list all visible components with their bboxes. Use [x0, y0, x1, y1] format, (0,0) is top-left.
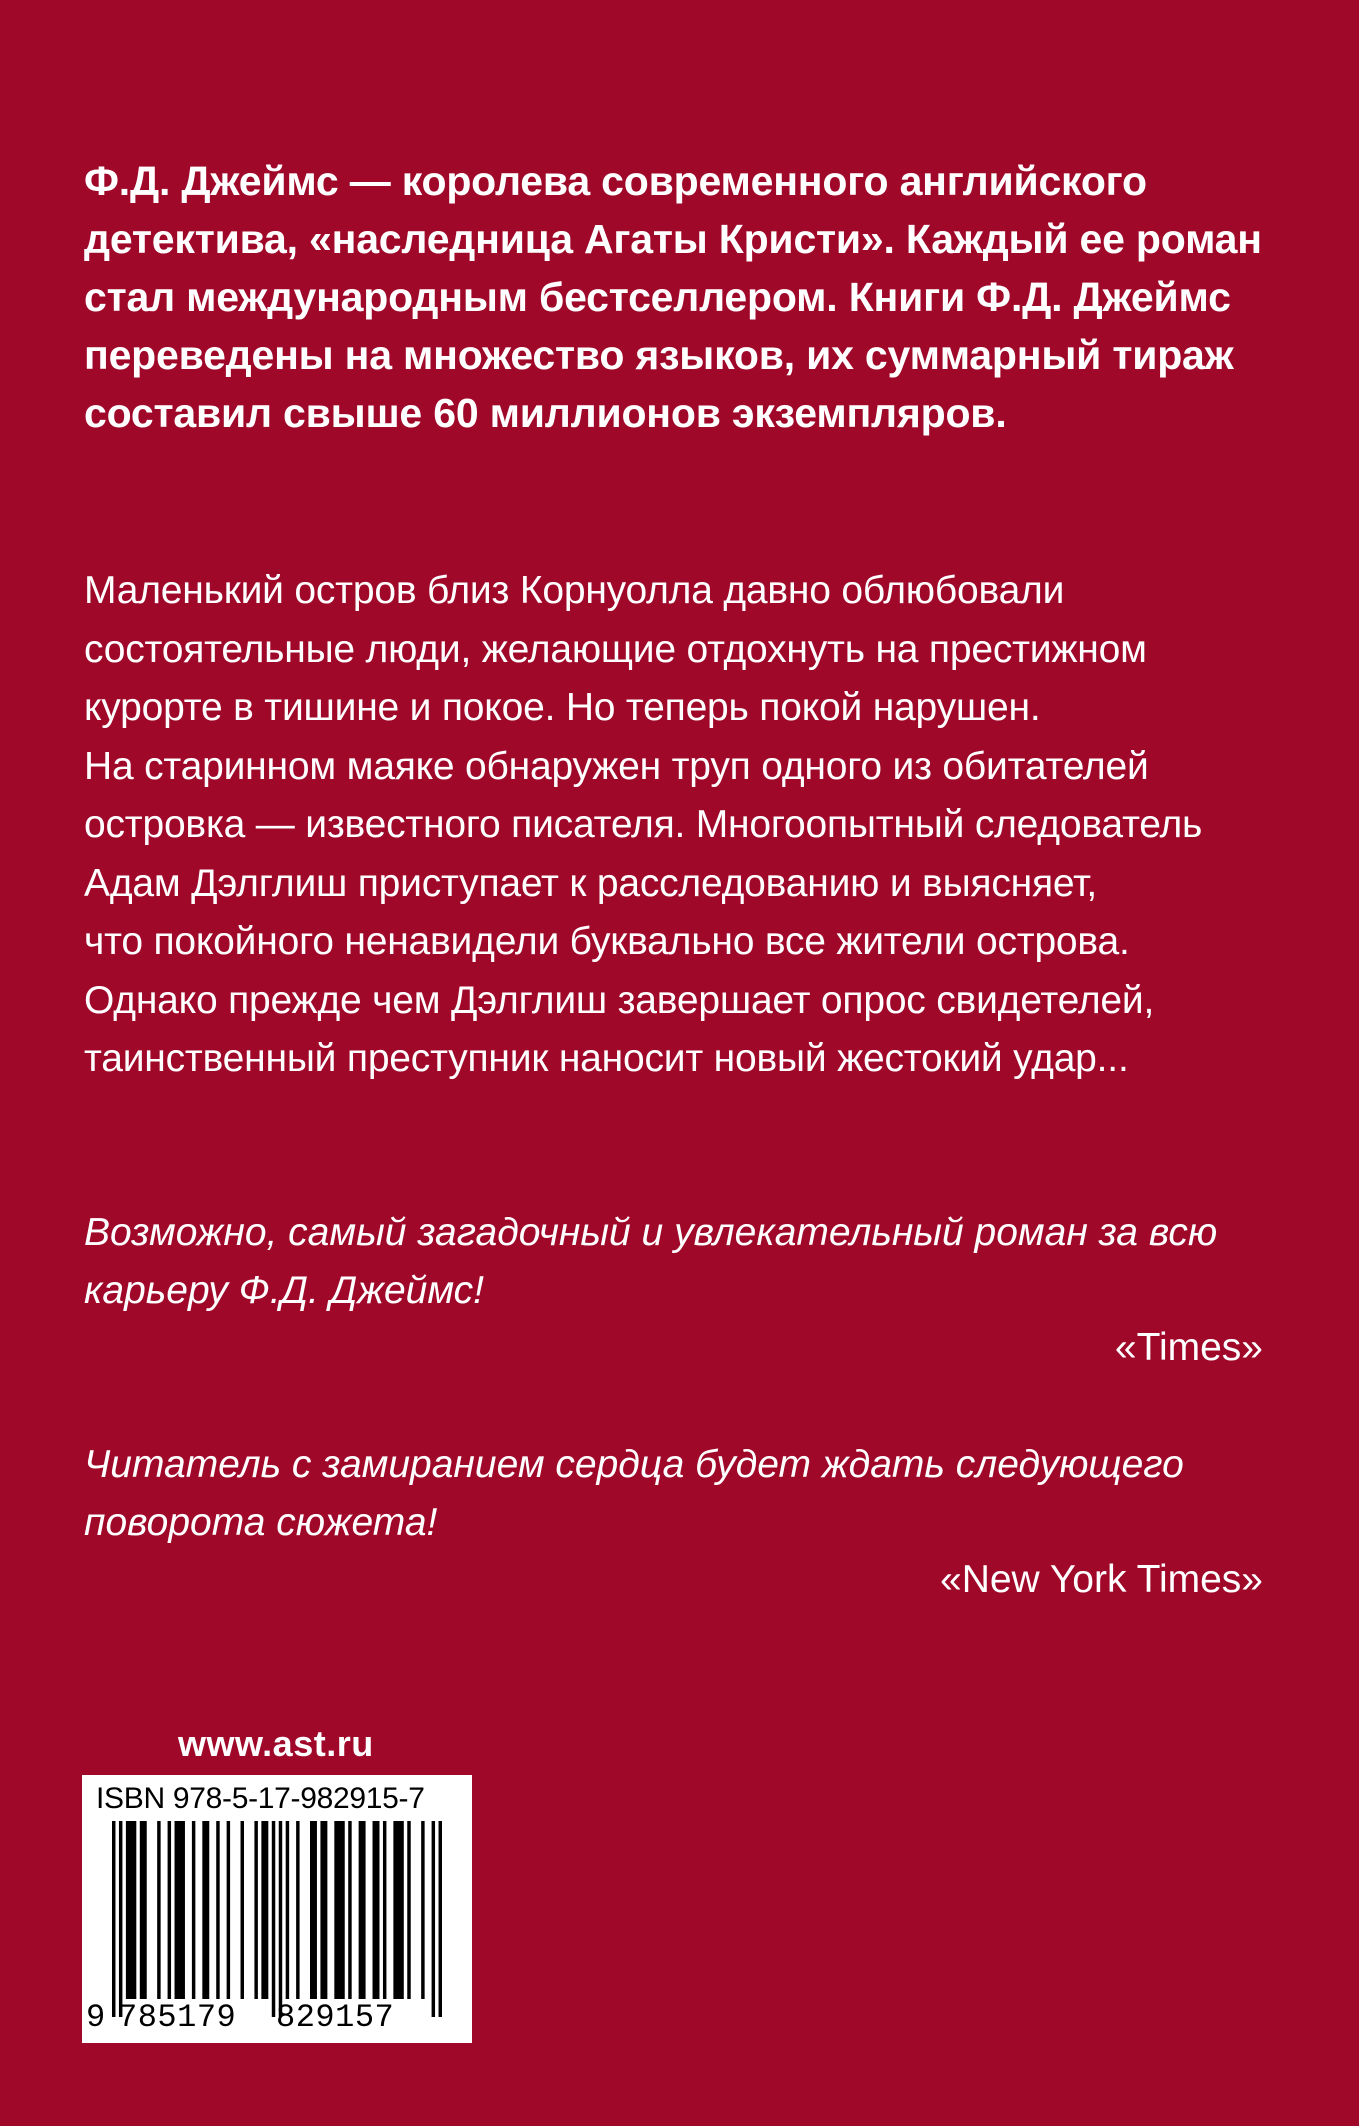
isbn-label: ISBN 978-5-17-982915-7	[96, 1782, 425, 1815]
barcode-guard-bar	[119, 1821, 122, 2017]
barcode-bar	[407, 1821, 410, 1999]
barcode-bar	[359, 1821, 366, 1999]
barcode-bar	[168, 1821, 171, 1999]
barcode-bars	[112, 1821, 442, 2017]
synopsis-line: Адам Дэлглиш приступает к расследованию и выясняет,	[84, 861, 1098, 905]
barcode-bar	[261, 1821, 268, 1999]
review-quote-nyt	[84, 1436, 1279, 1552]
barcode-guard-bar	[439, 1821, 442, 2017]
publisher-website: www.ast.ru	[178, 1723, 374, 1764]
barcode-bar	[192, 1821, 195, 1999]
barcode-bar	[334, 1821, 344, 1999]
synopsis-line: островка — известного писателя. Многоопытный следователь	[84, 803, 1203, 846]
barcode-bar	[286, 1821, 289, 1999]
synopsis-line: состоятельные люди, желающие отдохнуть на престижном	[84, 627, 1147, 671]
intro-line: детектива, «наследница Агаты Кристи». Каждый ее роман	[84, 216, 1262, 262]
barcode-bar	[216, 1821, 219, 1999]
synopsis-line: что покойного ненавидели буквально все жители острова.	[84, 920, 1130, 963]
barcode-bar	[241, 1821, 244, 1999]
synopsis-line: курорте в тишине и покое. Но теперь покой нарушен.	[84, 686, 1041, 729]
barcode-bar	[140, 1821, 147, 1999]
barcode-bar	[310, 1821, 317, 1999]
intro-line: Ф.Д. Джеймс — королева современного английского	[84, 158, 1147, 204]
barcode-bar	[227, 1821, 230, 1999]
barcode-bar	[393, 1821, 403, 1999]
barcode-digit-first: 9	[86, 1999, 106, 2036]
quote-line: Возможно, самый загадочный и увлекательный роман за всю	[84, 1211, 1218, 1254]
isbn-barcode	[82, 1775, 472, 2043]
barcode-bar	[175, 1821, 185, 1999]
barcode-bar	[126, 1821, 136, 1999]
barcode-bar	[254, 1821, 257, 1999]
barcode-guard-bar	[279, 1821, 282, 2017]
synopsis-line: Однако прежде чем Дэлглиш завершает опрос свидетелей,	[84, 978, 1155, 1022]
barcode-bar	[157, 1821, 160, 1999]
synopsis-line: таинственный преступник наносит новый жестокий удар...	[84, 1037, 1129, 1080]
barcode-bar	[373, 1821, 380, 1999]
synopsis-line: На старинном маяке обнаружен труп одного из обитателей	[84, 744, 1149, 788]
barcode-digits-left: 785179	[118, 1999, 237, 2036]
barcode-bar	[421, 1821, 424, 1999]
author-intro	[84, 152, 1279, 442]
barcode-bar	[383, 1821, 386, 1999]
barcode-bar	[348, 1821, 351, 1999]
barcode-bar	[296, 1821, 299, 1999]
barcode-guard-bar	[432, 1821, 435, 2017]
synopsis-line: Маленький остров близ Корнуолла давно облюбовали	[84, 569, 1065, 612]
quote-line: Читатель с замиранием сердца будет ждать следующего	[84, 1443, 1184, 1486]
intro-line: стал международным бестселлером. Книги Ф.Д. Джеймс	[84, 274, 1231, 320]
quote-line: карьеру Ф.Д. Джеймс!	[84, 1269, 484, 1312]
quote-source-nyt: «New York Times»	[940, 1558, 1263, 1601]
barcode-guard-bar	[112, 1821, 115, 2017]
barcode-guard-bar	[272, 1821, 275, 2017]
intro-line: составил свыше 60 миллионов экземпляров.	[84, 390, 1007, 436]
quote-source-times: «Times»	[1114, 1326, 1263, 1369]
barcode-digits-right: 829157	[276, 1999, 395, 2036]
intro-line: переведены на множество языков, их суммарный тираж	[84, 332, 1234, 378]
barcode-bar	[320, 1821, 327, 1999]
book-synopsis	[84, 562, 1279, 1089]
review-quote-times	[84, 1204, 1279, 1320]
quote-line: поворота сюжета!	[84, 1501, 438, 1544]
barcode-bar	[202, 1821, 209, 1999]
